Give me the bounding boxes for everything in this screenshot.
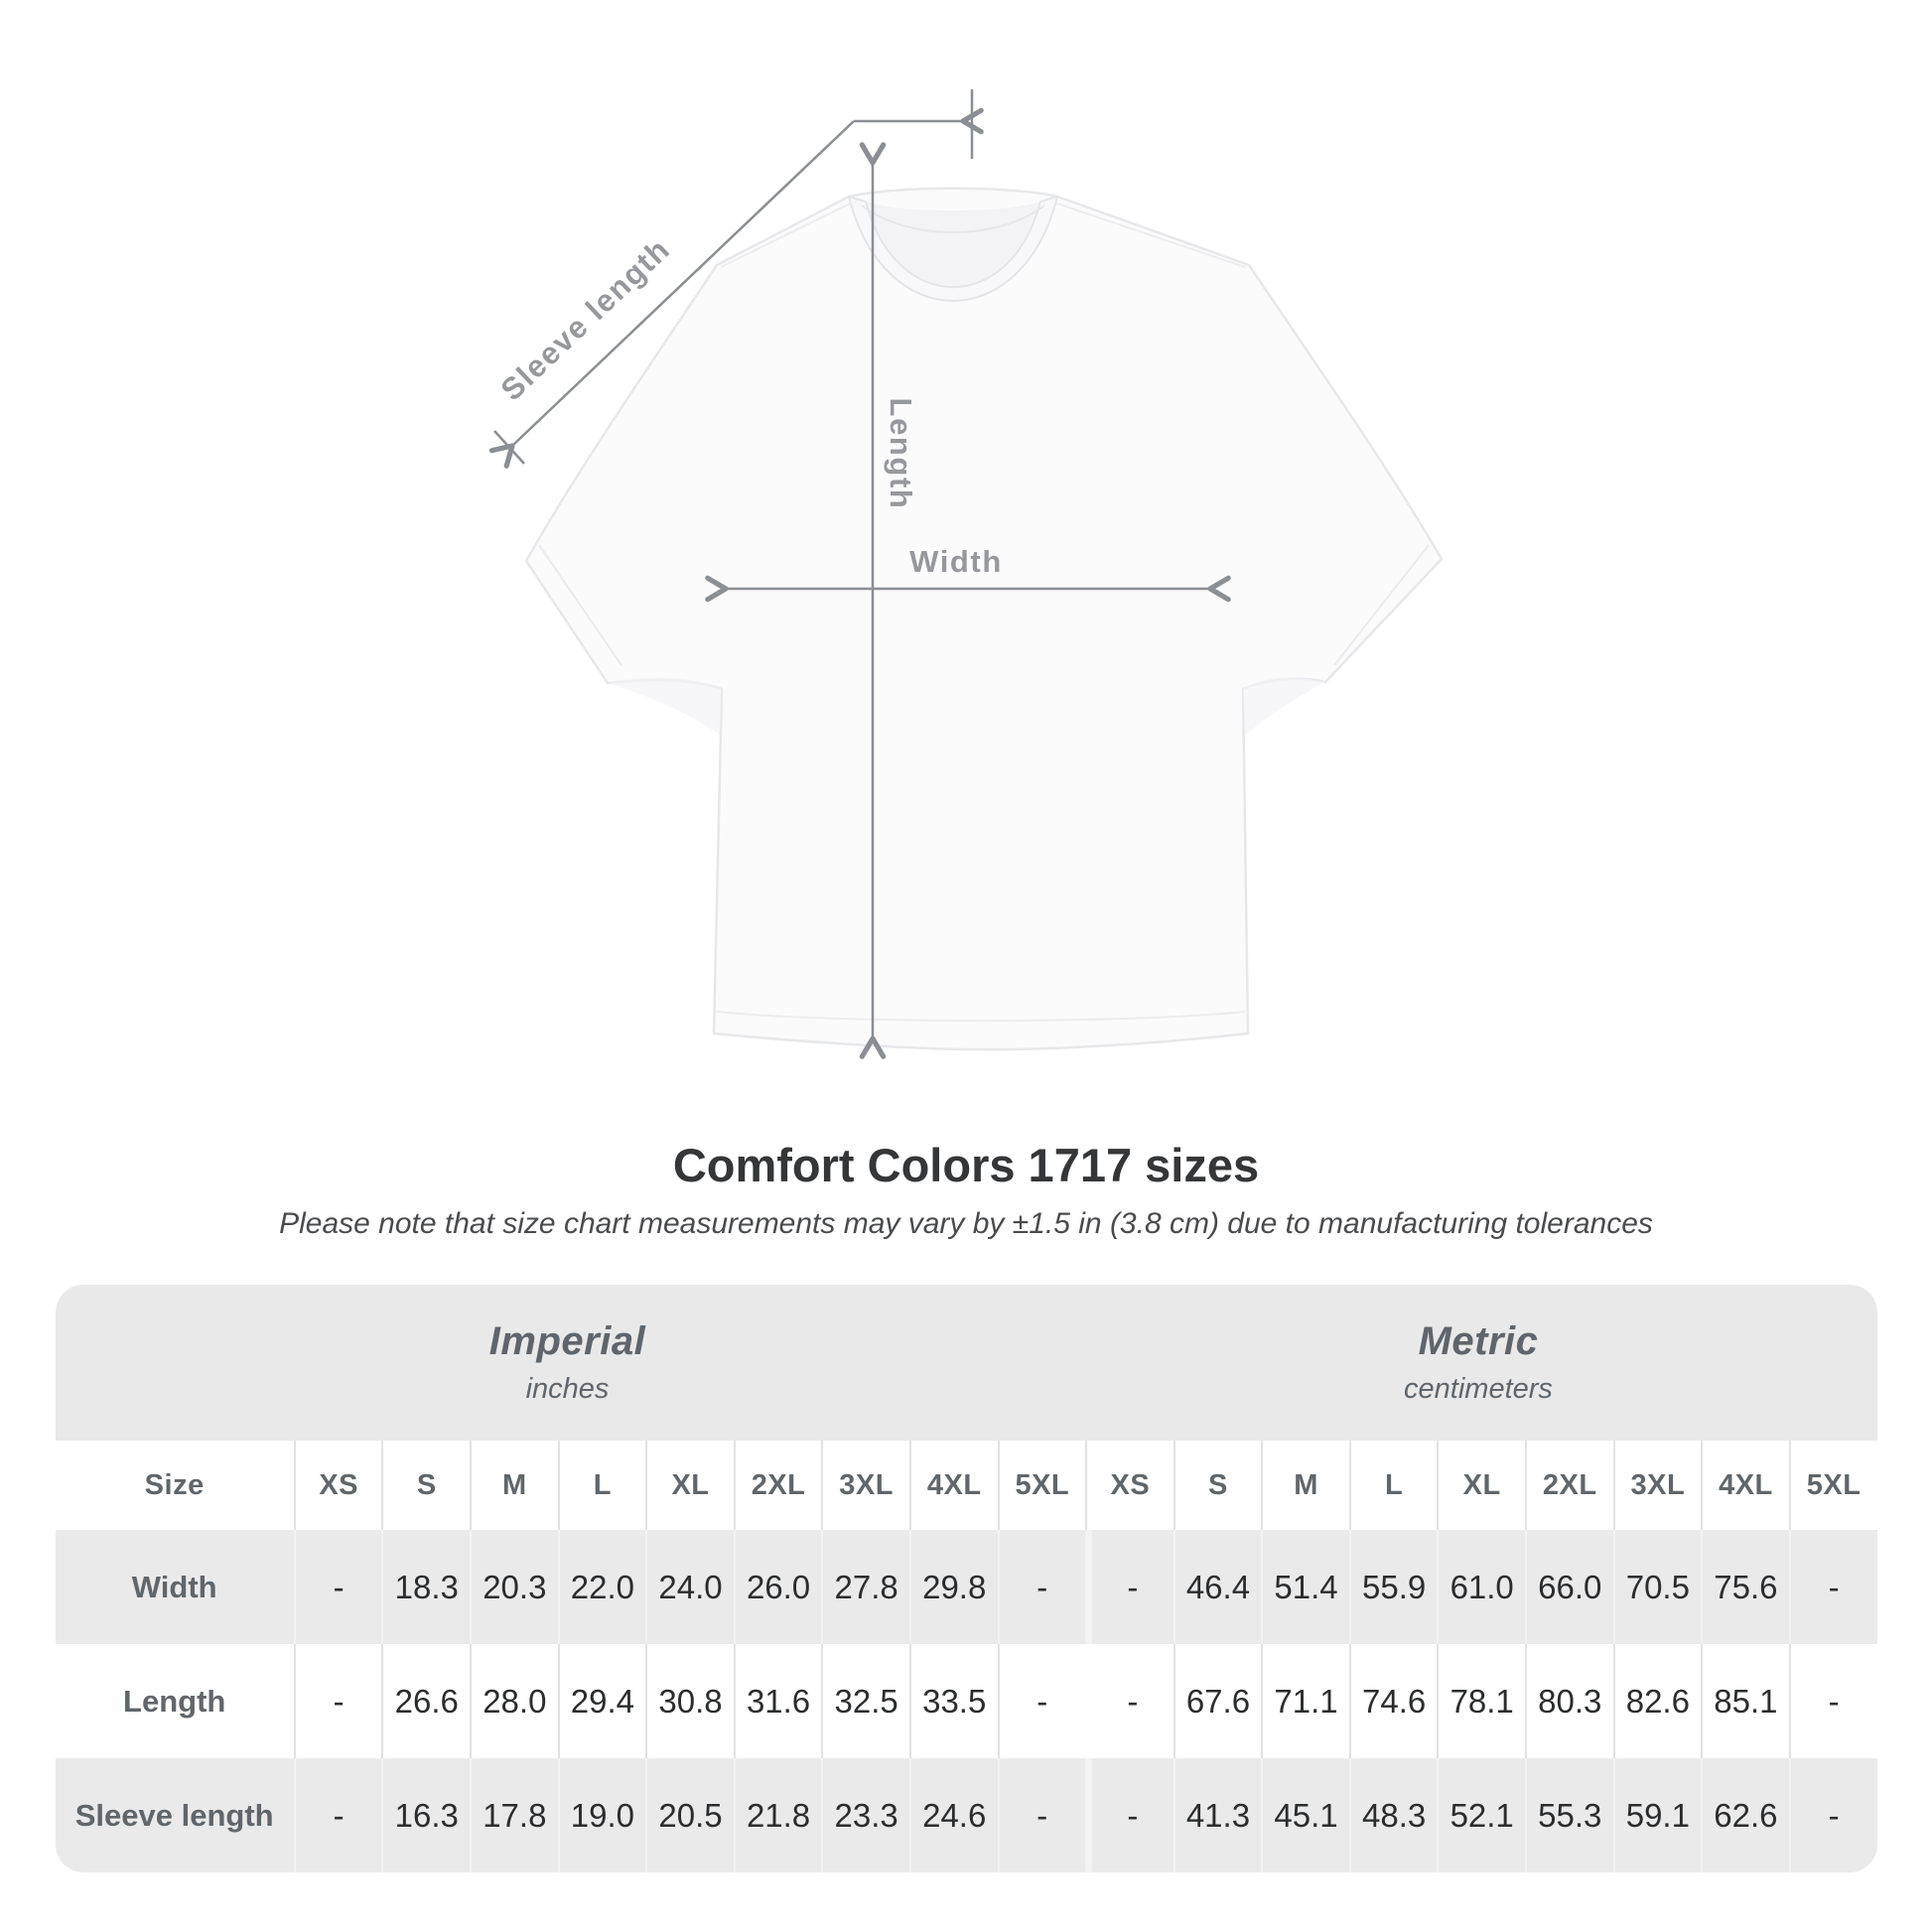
cell-sleeve-length-metric-3xl: 59.1 bbox=[1613, 1758, 1702, 1872]
cell-length-imperial-4xl: 33.5 bbox=[909, 1644, 998, 1758]
imperial-label: Imperial bbox=[488, 1319, 646, 1363]
cell-sleeve-length-imperial-4xl: 24.6 bbox=[909, 1758, 998, 1872]
imperial-unit-label: inches bbox=[525, 1373, 610, 1405]
cell-width-imperial-4xl: 29.8 bbox=[909, 1530, 998, 1644]
cell-sleeve-length-imperial-m: 17.8 bbox=[470, 1758, 558, 1872]
cell-length-imperial-3xl: 32.5 bbox=[821, 1644, 909, 1758]
cell-width-imperial-s: 18.3 bbox=[381, 1530, 470, 1644]
cell-width-metric-3xl: 70.5 bbox=[1613, 1530, 1702, 1644]
row-length bbox=[56, 1644, 1877, 1758]
col-header-metric-m: M bbox=[1261, 1441, 1349, 1530]
row-sleeve-length bbox=[56, 1758, 1877, 1872]
col-header-imperial-s: S bbox=[381, 1441, 470, 1530]
cell-width-metric-xl: 61.0 bbox=[1437, 1530, 1525, 1644]
cell-length-imperial-5xl: - bbox=[998, 1644, 1086, 1758]
width-label: Width bbox=[909, 544, 1003, 579]
col-header-imperial-2xl: 2XL bbox=[734, 1441, 822, 1530]
row-label-sleeve-length: Sleeve length bbox=[56, 1758, 294, 1872]
cell-sleeve-length-metric-4xl: 62.6 bbox=[1701, 1758, 1789, 1872]
cell-length-imperial-l: 29.4 bbox=[558, 1644, 646, 1758]
cell-width-metric-s: 46.4 bbox=[1173, 1530, 1262, 1644]
cell-sleeve-length-imperial-xl: 20.5 bbox=[645, 1758, 734, 1872]
cell-width-metric-2xl: 66.0 bbox=[1525, 1530, 1613, 1644]
underarm-shade-right bbox=[1243, 678, 1325, 735]
col-header-imperial-5xl: 5XL bbox=[998, 1441, 1086, 1530]
cell-length-imperial-2xl: 31.6 bbox=[734, 1644, 822, 1758]
cell-length-imperial-xs: - bbox=[294, 1644, 382, 1758]
cell-width-metric-l: 55.9 bbox=[1349, 1530, 1438, 1644]
cell-length-metric-s: 67.6 bbox=[1173, 1644, 1262, 1758]
cell-width-metric-4xl: 75.6 bbox=[1701, 1530, 1789, 1644]
sleeve-length-label: Sleeve length bbox=[493, 230, 677, 408]
units-band bbox=[56, 1285, 1877, 1441]
cell-width-imperial-3xl: 27.8 bbox=[821, 1530, 909, 1644]
col-header-imperial-m: M bbox=[470, 1441, 558, 1530]
cell-width-imperial-xs: - bbox=[294, 1530, 382, 1644]
cell-width-imperial-5xl: - bbox=[998, 1530, 1086, 1644]
cell-sleeve-length-metric-5xl: - bbox=[1789, 1758, 1877, 1872]
col-header-metric-5xl: 5XL bbox=[1789, 1441, 1877, 1530]
row-label-width: Width bbox=[56, 1530, 294, 1644]
cell-width-imperial-l: 22.0 bbox=[558, 1530, 646, 1644]
sleeve-end-tick bbox=[494, 431, 524, 464]
col-header-imperial-xl: XL bbox=[645, 1441, 734, 1530]
row-width bbox=[56, 1530, 1877, 1644]
cell-width-metric-m: 51.4 bbox=[1261, 1530, 1349, 1644]
cell-width-imperial-2xl: 26.0 bbox=[734, 1530, 822, 1644]
cell-sleeve-length-imperial-l: 19.0 bbox=[558, 1758, 646, 1872]
cell-length-metric-l: 74.6 bbox=[1349, 1644, 1438, 1758]
cell-length-metric-2xl: 80.3 bbox=[1525, 1644, 1613, 1758]
size-table bbox=[56, 1441, 1877, 1872]
cell-length-metric-4xl: 85.1 bbox=[1701, 1644, 1789, 1758]
cell-length-imperial-m: 28.0 bbox=[470, 1644, 558, 1758]
length-label: Length bbox=[884, 397, 918, 510]
col-header-imperial-xs: XS bbox=[294, 1441, 382, 1530]
col-header-metric-xl: XL bbox=[1437, 1441, 1525, 1530]
cell-width-imperial-xl: 24.0 bbox=[645, 1530, 734, 1644]
col-header-metric-l: L bbox=[1349, 1441, 1438, 1530]
metric-group-header bbox=[1080, 1285, 1877, 1441]
cell-sleeve-length-metric-xs: - bbox=[1085, 1758, 1173, 1872]
cell-length-metric-xl: 78.1 bbox=[1437, 1644, 1525, 1758]
underarm-shade-left bbox=[608, 677, 722, 735]
cell-length-metric-5xl: - bbox=[1789, 1644, 1877, 1758]
cell-width-imperial-m: 20.3 bbox=[470, 1530, 558, 1644]
col-header-metric-4xl: 4XL bbox=[1701, 1441, 1789, 1530]
corner-header-size: Size bbox=[144, 1468, 205, 1501]
cell-length-metric-m: 71.1 bbox=[1261, 1644, 1349, 1758]
imperial-group-header bbox=[56, 1285, 1080, 1441]
cell-sleeve-length-metric-l: 48.3 bbox=[1349, 1758, 1438, 1872]
tshirt-silhouette bbox=[526, 189, 1442, 1049]
col-header-metric-3xl: 3XL bbox=[1613, 1441, 1702, 1530]
cell-width-metric-5xl: - bbox=[1789, 1530, 1877, 1644]
metric-unit-label: centimeters bbox=[1404, 1373, 1553, 1405]
cell-sleeve-length-metric-s: 41.3 bbox=[1173, 1758, 1262, 1872]
size-header-row bbox=[56, 1441, 1877, 1530]
cell-sleeve-length-imperial-2xl: 21.8 bbox=[734, 1758, 822, 1872]
cell-sleeve-length-metric-2xl: 55.3 bbox=[1525, 1758, 1613, 1872]
col-header-metric-s: S bbox=[1173, 1441, 1262, 1530]
cell-length-imperial-s: 26.6 bbox=[381, 1644, 470, 1758]
cell-sleeve-length-imperial-s: 16.3 bbox=[381, 1758, 470, 1872]
size-chart bbox=[56, 1285, 1877, 1872]
cell-length-metric-xs: - bbox=[1085, 1644, 1173, 1758]
col-header-metric-xs: XS bbox=[1085, 1441, 1173, 1530]
cell-length-metric-3xl: 82.6 bbox=[1613, 1644, 1702, 1758]
cell-length-imperial-xl: 30.8 bbox=[645, 1644, 734, 1758]
metric-label: Metric bbox=[1418, 1319, 1539, 1363]
tolerance-note: Please note that size chart measurements may vary by ±1.5 in (3.8 cm) due to manufacturing tolerances bbox=[279, 1207, 1653, 1240]
cell-sleeve-length-imperial-xs: - bbox=[294, 1758, 382, 1872]
col-header-metric-2xl: 2XL bbox=[1525, 1441, 1613, 1530]
row-label-length: Length bbox=[123, 1683, 226, 1719]
col-header-imperial-4xl: 4XL bbox=[909, 1441, 998, 1530]
cell-width-metric-xs: - bbox=[1085, 1530, 1173, 1644]
col-header-imperial-l: L bbox=[558, 1441, 646, 1530]
page-title: Comfort Colors 1717 sizes bbox=[672, 1139, 1260, 1191]
cell-sleeve-length-metric-xl: 52.1 bbox=[1437, 1758, 1525, 1872]
col-header-imperial-3xl: 3XL bbox=[821, 1441, 909, 1530]
cell-sleeve-length-imperial-5xl: - bbox=[998, 1758, 1086, 1872]
tshirt-illustration bbox=[526, 189, 1442, 1049]
cell-sleeve-length-metric-m: 45.1 bbox=[1261, 1758, 1349, 1872]
cell-sleeve-length-imperial-3xl: 23.3 bbox=[821, 1758, 909, 1872]
